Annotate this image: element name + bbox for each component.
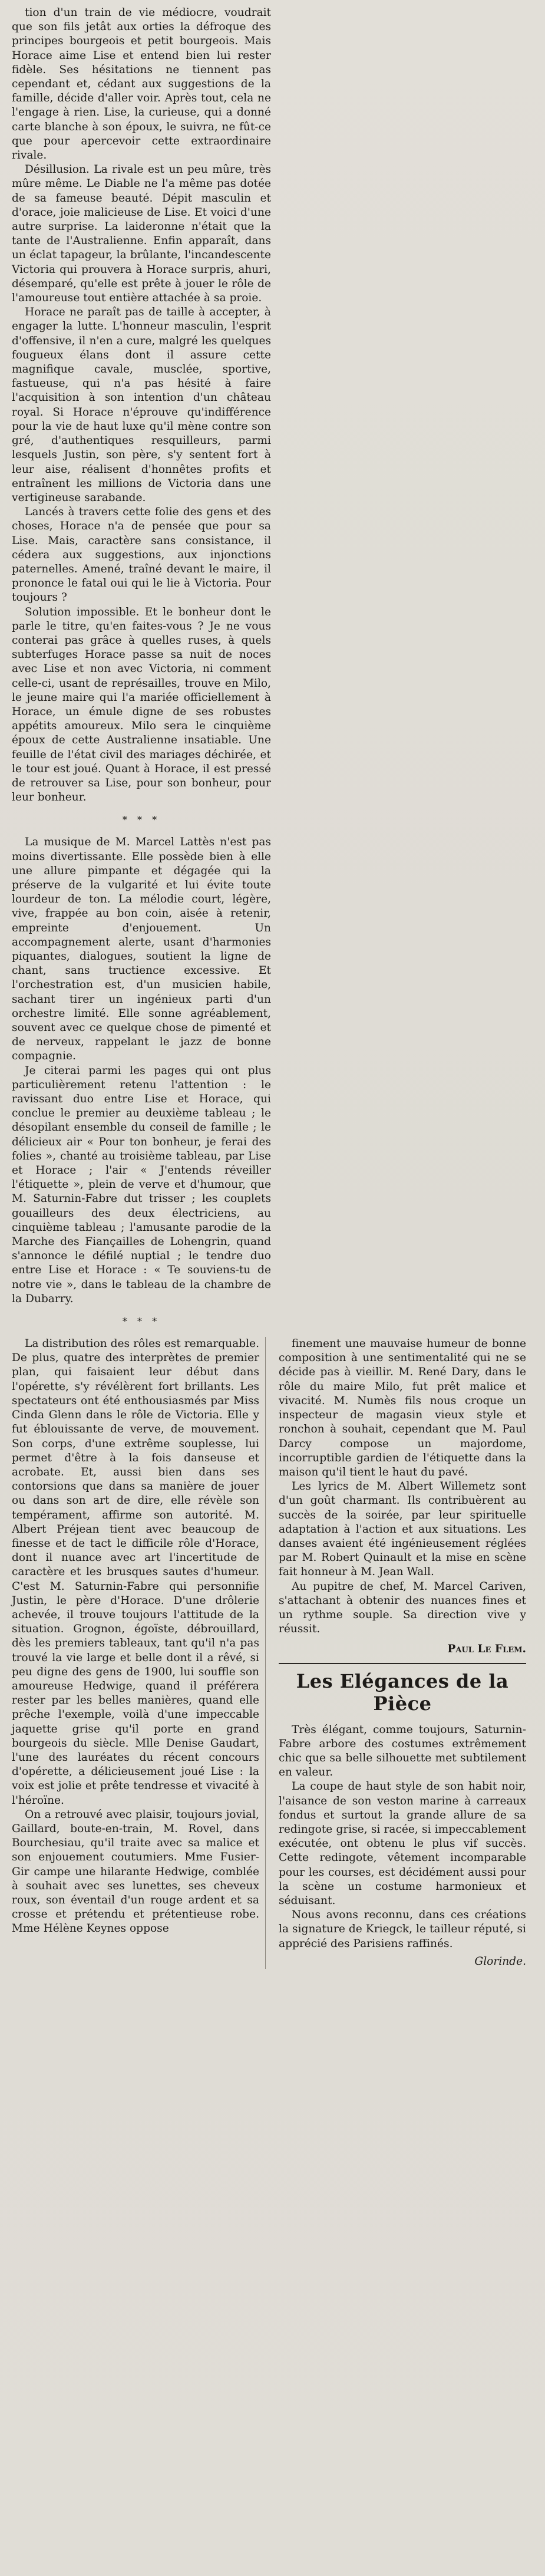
article-paragraph: Les lyrics de M. Albert Willemetz sont d'un goût charmant. Ils contribuèrent au succès de la soirée, par leur spirituelle adaptation à l'action et aux situations. Les danses avaient été ingénieusement réglées par M. Robert Quinault et la mise en scène fait honneur à M. Jean Wall. bbox=[279, 1480, 526, 1579]
article-paragraph: Au pupitre de chef, M. Marcel Cariven, s'attachant à obtenir des nuances fines et un rythme souple. Sa direction vive y réussit. bbox=[279, 1580, 526, 1636]
author-signature-2: Glorinde. bbox=[474, 1955, 526, 1968]
article-paragraph: On a retrouvé avec plaisir, toujours jovial, Gaillard, boute-en-train, M. Rovel, dans Bourchesiau, qu'il traite avec sa malice et son enjouement coutumiers. Mme Fusier-Gir campe une hilarante Hedwige, comblée à souhait avec ses lunettes, ses cheveux roux, son éventail d'un rouge ardent et sa crosse et prétendu et prétentieuse robe. Mme Hélène Keynes oppose bbox=[12, 1808, 259, 1935]
author-signature: Paul Le Flem. bbox=[447, 1643, 526, 1656]
right-column bbox=[279, 1337, 526, 1969]
article-paragraph: Très élégant, comme toujours, Saturnin-Fabre arbore des costumes extrêmement chic que sa belle silhouette met subtilement en valeur. bbox=[279, 1723, 526, 1779]
article-paragraph: finement une mauvaise humeur de bonne composition à une sentimentalité qui ne se décide pas à vieillir. M. René Dary, dans le rôle du maire Milo, fut prêt malice et vivacité. M. Numès fils nous croque un inspecteur de magasin vieux style et ronchon à souhait, cependant que M. Paul Darcy compose un majordome, incorruptible gardien de l'étiquette dans la maison qu'il tient le haut du pavé. bbox=[279, 1338, 526, 1478]
article-paragraph: Désillusion. La rivale est un peu mûre, très mûre même. Le Diable ne l'a même pas dotée de sa fameuse beauté. Dépit masculin et d'orace, joie malicieuse de Lise. Et voici d'une autre surprise. La laideronne n'était que la tante de l'Australienne. Enfin apparaît, dans un éclat tapageur, la brûlante, l'incandescente Victoria qui prouvera à Horace surpris, ahuri, désemparé, qu'elle est prête à jouer le rôle de l'amoureuse tout entière attachée à sa proie. bbox=[12, 163, 271, 305]
article-paragraph: La musique de M. Marcel Lattès n'est pas moins divertissante. Elle possède bien à elle une allure pimpante et dégagée qui la préserve de la vulgarité et lui évite toute lourdeur de ton. La mélodie court, légère, vive, frappée au bon coin, aisée à retenir, empreinte d'enjouement. Un accompagnement alerte, usant d'harmonies piquantes, dialogues, soutient la ligne de chant, sans tructience excessive. Et l'orchestration est, d'un musicien habile, sachant tirer un ingénieux parti d'un orchestre limité. Elle sonne agréablement, souvent avec ce quelque chose de pimenté et de nerveux, rappelant le jazz de bonne compagnie. bbox=[12, 836, 271, 1063]
article-paragraph: tion d'un train de vie médiocre, voudrait que son fils jetât aux orties la défroque des principes bourgeois et petit bourgeois. Mais Horace aime Lise et entend bien lui rester fidèle. Ses hésitations ne tiennent pas cependant et, cédant aux suggestions de la famille, décide d'aller voir. Après tout, cela ne l'engage à rien. Lise, la curieuse, qui a donné carte blanche à son époux, le suivra, ne fût-ce que pour apercevoir cette extraordinaire rivale. bbox=[12, 6, 271, 162]
section-title: Les Elégances de la Pièce bbox=[296, 1669, 509, 1715]
bottom-two-columns bbox=[12, 1337, 533, 1969]
article-paragraph: La coupe de haut style de son habit noir, l'aisance de son veston marine à carreaux fondus et surtout la grande allure de sa redingote grise, si racée, si impeccablement exécutée, ont obtenu le plus vif succès. Cette redingote, vêtement incomparable pour les courses, est décidément aussi pour la scène un costume harmonieux et séduisant. bbox=[279, 1780, 526, 1907]
left-column bbox=[12, 1337, 266, 1969]
article-paragraph: Solution impossible. Et le bonheur dont le parle le titre, qu'en faites-vous ? Je ne vous conterai pas grâce à quelles ruses, à quels subterfuges Horace passe sa nuit de noces avec Lise et non avec Victoria, ni comment celle-ci, usant de représailles, trouve en Milo, le jeune maire qui l'a mariée officiellement à Horace, un émule digne de ses robustes appétits amoureux. Milo sera le cinquième époux de cette Australienne insatiable. Une feuille de l'état civil des mariages déchirée, et le tour est joué. Quant à Horace, il est pressé de retrouver sa Lise, pour son bonheur, pour leur bonheur. bbox=[12, 605, 271, 804]
article-paragraph: Je citerai parmi les pages qui ont plus particulièrement retenu l'attention : le ravissant duo entre Lise et Horace, qui conclue le premier au deuxième tableau ; le désopilant ensemble du conseil de famille ; le délicieux air « Pour ton bonheur, je ferai des folies », chanté au troisième tableau, par Lise et Horace ; l'air « J'entends réveiller l'étiquette », plein de verve et d'humour, que M. Saturnin-Fabre dut trisser ; les couplets gouailleurs des deux électriciens, au cinquième tableau ; l'amusante parodie de la Marche des Fiançailles de Lohengrin, quand s'annonce le défilé nuptial ; le tendre duo entre Lise et Horace : « Te souviens-tu de notre vie », dans le tableau de la chambre de la Dubarry. bbox=[12, 1064, 271, 1305]
section-divider bbox=[279, 1663, 526, 1664]
article-top-column bbox=[12, 6, 271, 1329]
article-paragraph: La distribution des rôles est remarquable. De plus, quatre des interprètes de premier plan, qui faisaient leur début dans l'opérette, s'y révélèrent fort brillants. Les spectateurs ont été enthousiasmés par Miss Cinda Glenn dans le rôle de Victoria. Elle y fut éblouissante de verve, de mouvement. Son corps, d'une extrême souplesse, lui permet d'être à la fois danseuse et acrobate. Et, aussi bien dans ses contorsions que dans sa manière de jouer ou dans son art de dire, elle révèle son tempérament, affirme son autorité. M. Albert Préjean tient avec beaucoup de finesse et de tact le difficile rôle d'Horace, dont il nuance avec art l'incertitude de caractère et les brusques sautes d'humeur. C'est M. Saturnin-Fabre qui personnifie Justin, le père d'Horace. D'une drôlerie achevée, il trouve toujours l'attitude de la situation. Grognon, égoïste, débrouillard, dès les premiers tableaux, tant qu'il n'a pas trouvé la vie large et belle dont il a rêvé, si peu digne des gens de 1900, lui souffle son amoureuse Hedwige, quand il préférera rester par les belles manières, quand elle prêche l'exemple, voilà d'une impeccable jaquette grise qu'il porte en grand bourgeois du siècle. Mlle Denise Gaudart, l'une des lauréates du récent concours d'opérette, a délicieusement joué Lise : la voix est jolie et prête tendresse et vivacité à l'héroïne. bbox=[12, 1338, 259, 1807]
article-paragraph: Horace ne paraît pas de taille à accepter, à engager la lutte. L'honneur masculin, l'esprit d'offensive, il n'en a cure, malgré les quelques fougueux élans dont il assure cette magnifique cavale, musclée, sportive, fastueuse, qui n'a pas hésité à faire l'acquisition à son intention d'un château royal. Si Horace n'éprouve qu'indifférence pour la vie de haut luxe qu'il mène contre son gré, d'authentiques resquilleurs, parmi lesquels Justin, son père, s'y sentent fort à leur aise, réalisent d'honnêtes profits et entraînent les millions de Victoria dans une vertigineuse sarabande. bbox=[12, 306, 271, 504]
section-separator: * * * bbox=[122, 814, 161, 826]
article-paragraph: Nous avons reconnu, dans ces créations la signature de Kriegck, le tailleur réputé, si apprécié des Parisiens raffinés. bbox=[279, 1909, 526, 1950]
article-paragraph: Lancés à travers cette folie des gens et des choses, Horace n'a de pensée que pour sa Lise. Mais, caractère sans consistance, il cédera aux suggestions, aux injonctions paternelles. Amené, traîné devant le maire, il prononce le fatal oui qui le lie à Victoria. Pour toujours ? bbox=[12, 506, 271, 604]
section-separator: * * * bbox=[122, 1316, 161, 1327]
